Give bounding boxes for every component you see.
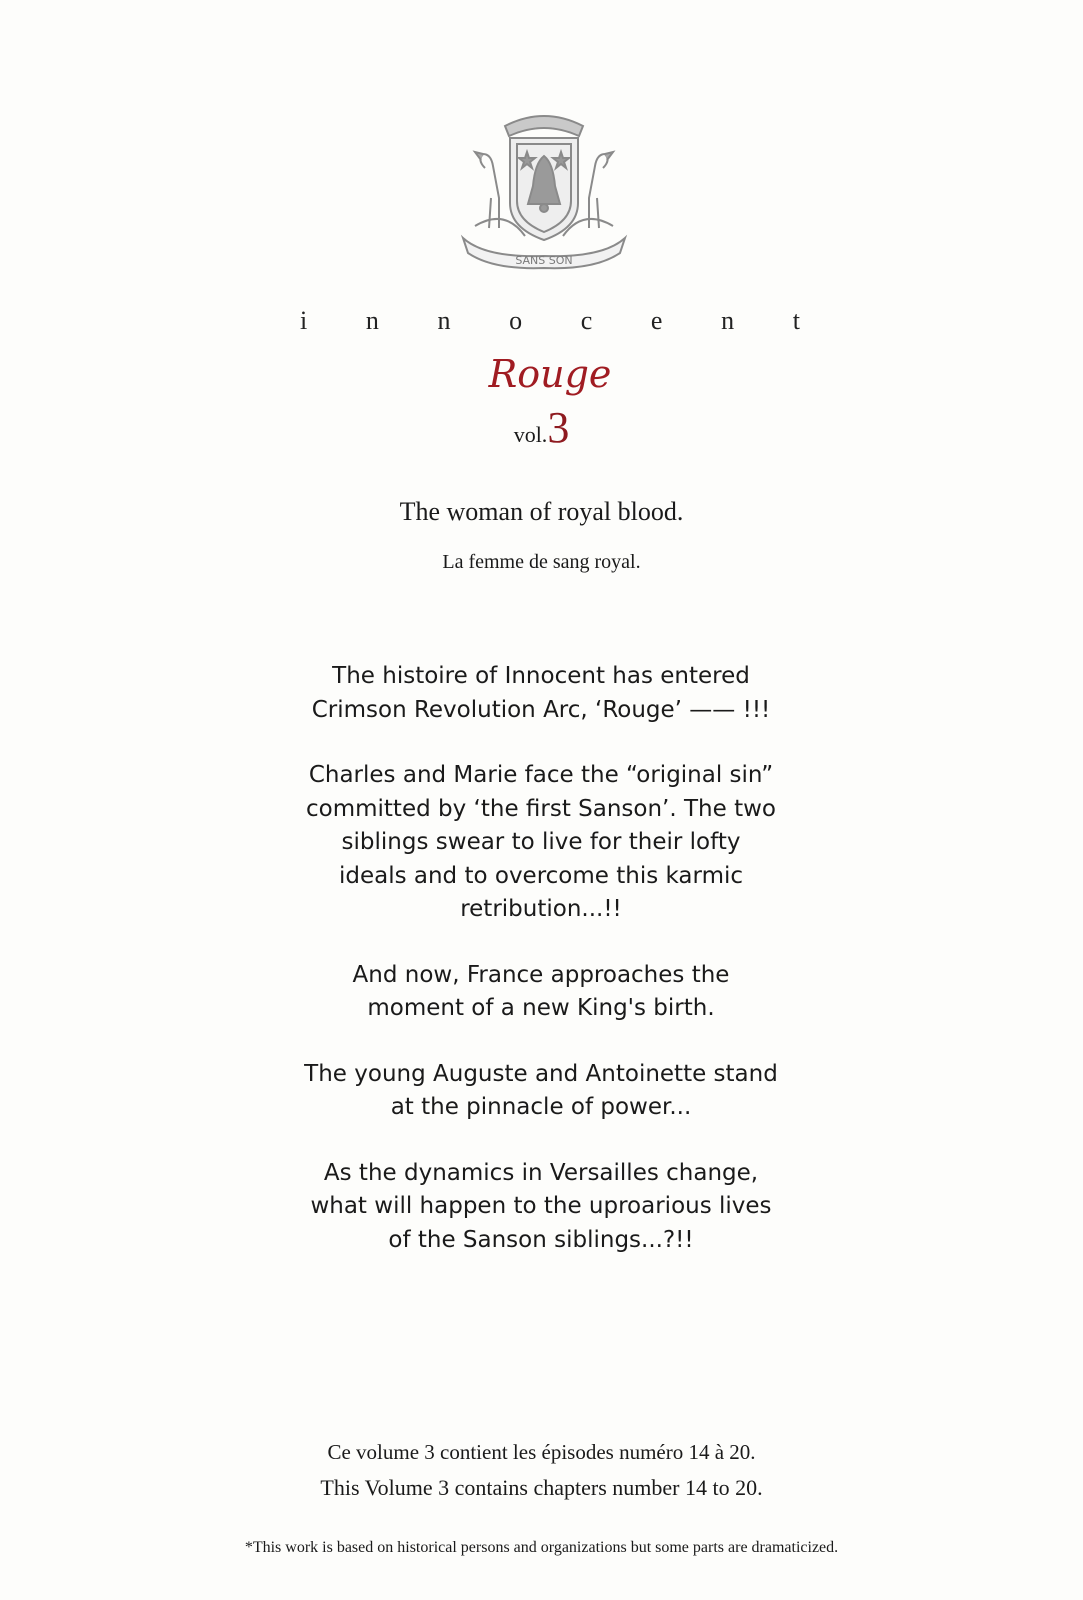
subtitle-french: La femme de sang royal. — [442, 551, 641, 573]
series-letter: n — [437, 306, 451, 335]
volume-label — [0, 402, 1083, 453]
synopsis-line: The histoire of Innocent has entered — [332, 663, 750, 689]
contents-note-english: This Volume 3 contains chapters number 14 to 20. — [320, 1475, 763, 1500]
disclaimer: *This work is based on historical persons and organizations but some parts are dramaticized. — [244, 1539, 839, 1556]
contents-note-french: Ce volume 3 contient les épisodes numéro 14 à 20. — [327, 1440, 756, 1464]
series-letter: e — [650, 306, 663, 335]
subtitle-english: The woman of royal blood. — [399, 497, 684, 526]
series-letter: n — [721, 306, 735, 335]
synopsis-paragraph — [241, 759, 841, 927]
synopsis — [241, 660, 841, 1289]
series-letter: c — [580, 306, 593, 335]
synopsis-line: what will happen to the uproarious lives — [310, 1193, 772, 1219]
crest-motto: SANS SON — [515, 254, 573, 267]
series-letter: o — [509, 306, 523, 335]
synopsis-line: of the Sanson siblings...?!! — [388, 1226, 694, 1253]
synopsis-line: Crimson Revolution Arc, ‘Rouge’ —— !!! — [311, 696, 771, 723]
volume-prefix: vol. — [513, 422, 548, 447]
synopsis-line: ideals and to overcome this karmic — [338, 862, 744, 889]
series-letter: t — [792, 306, 800, 335]
synopsis-line: The young Auguste and Antoinette stand — [304, 1060, 778, 1087]
synopsis-line: siblings swear to live for their lofty — [341, 829, 741, 855]
coat-of-arms-icon — [455, 108, 633, 278]
synopsis-line: As the dynamics in Versailles change, — [323, 1159, 759, 1186]
synopsis-paragraph — [241, 1058, 841, 1125]
series-letter: n — [365, 306, 379, 335]
synopsis-line: And now, France approaches the — [352, 961, 730, 988]
synopsis-line: moment of a new King's birth. — [367, 995, 715, 1021]
synopsis-line: at the pinnacle of power... — [390, 1094, 692, 1120]
synopsis-paragraph — [241, 660, 841, 727]
series-title — [300, 306, 800, 336]
volume-number: 3 — [547, 403, 570, 452]
synopsis-line: committed by ‘the first Sanson’. The two — [306, 795, 776, 822]
arc-title-text: Rouge — [488, 352, 612, 396]
synopsis-paragraph — [241, 1157, 841, 1258]
arc-title — [465, 345, 635, 405]
series-letter: i — [300, 306, 308, 335]
synopsis-paragraph — [241, 959, 841, 1026]
synopsis-line: retribution...!! — [460, 896, 622, 922]
synopsis-line: Charles and Marie face the “original sin” — [308, 762, 774, 788]
